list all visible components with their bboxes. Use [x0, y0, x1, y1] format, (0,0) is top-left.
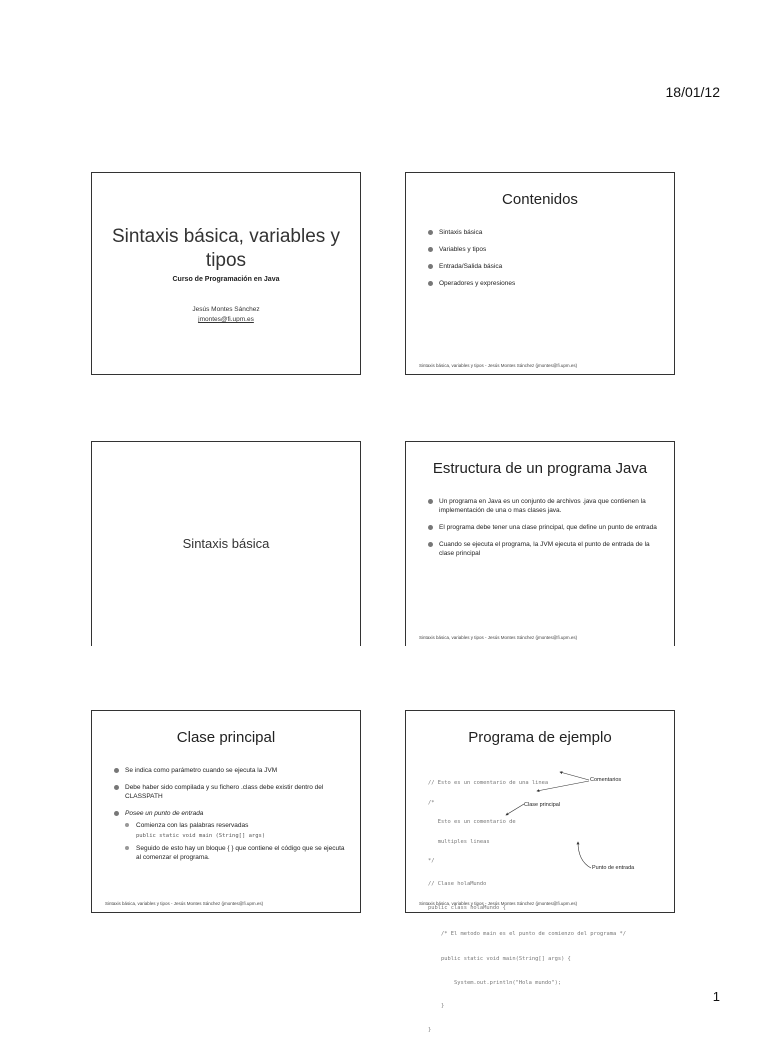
annotation-comments: Comentarios [590, 777, 622, 783]
list-item: El programa debe tener una clase principal, que define un punto de entrada [428, 523, 660, 532]
slide-footer: Sintaxis básica, variables y tipos - Jesús Montes Sánchez (jmontes@fi.upm.es) [419, 635, 578, 640]
annotation-main-class: Clase principal [524, 802, 561, 808]
slide-section [91, 441, 361, 646]
list-item: Operadores y expresiones [428, 279, 660, 288]
slide-heading: Estructura de un programa Java [432, 460, 648, 477]
list-item: Debe haber sido compilada y su fichero .class debe existir dentro del CLASSPATH [114, 783, 346, 801]
sub-list-item [125, 821, 346, 841]
list-item: Cuando se ejecuta el programa, la JVM ejecuta el punto de entrada de la clase principal [428, 540, 660, 558]
page-number: 1 [712, 989, 720, 1004]
slide-title-heading: Sintaxis básica, variables y tipos [111, 226, 341, 271]
author-email-link[interactable]: jmontes@fi.upm.es [198, 316, 254, 323]
bullet-list [428, 497, 660, 566]
page-date: 18/01/12 [665, 84, 720, 100]
annotation-arrows [406, 711, 676, 914]
code-line: */ [428, 858, 435, 864]
code-line: // Esto es un comentario de una linea [428, 780, 549, 786]
code-line: } [428, 1026, 432, 1033]
sub-list-item: Seguido de esto hay un bloque { } que contiene el código que se ejecuta al comenzar el programa. [125, 844, 346, 862]
code-line: System.out.println("Hola mundo"); [428, 979, 562, 986]
code-line: public class holaMundo { [428, 905, 506, 911]
slide-heading: Programa de ejemplo [468, 729, 612, 746]
list-item-text: Posee un punto de entrada [125, 810, 204, 817]
slide-clase-principal [91, 710, 361, 913]
code-line: Esto es un comentario de [428, 819, 516, 825]
code-line: // Clase holaMundo [428, 880, 487, 887]
slide-author: Jesús Montes Sánchez [192, 306, 260, 313]
annotation-entry-point: Punto de entrada [592, 865, 635, 871]
slide-footer: Sintaxis básica, variables y tipos - Jesús Montes Sánchez (jmontes@fi.upm.es) [419, 901, 578, 906]
slide-footer: Sintaxis básica, variables y tipos - Jesús Montes Sánchez (jmontes@fi.upm.es) [419, 363, 578, 368]
slide-footer: Sintaxis básica, variables y tipos - Jesús Montes Sánchez (jmontes@fi.upm.es) [105, 901, 264, 906]
list-item: Variables y tipos [428, 245, 660, 254]
bullet-list [114, 766, 346, 870]
sub-bullet-list [125, 821, 346, 862]
code-line: } [428, 1003, 445, 1009]
list-item: Se indica como parámetro cuando se ejecuta la JVM [114, 766, 346, 775]
slide-estructura [405, 441, 675, 646]
code-snippet: public static void main (String[] args) [136, 833, 266, 839]
section-heading: Sintaxis básica [182, 536, 270, 551]
list-item: Entrada/Salida básica [428, 262, 660, 271]
code-line: /* El metodo main es el punto de comienzo del programa */ [428, 930, 626, 937]
code-line: /* [428, 799, 435, 806]
slide-title [91, 172, 361, 375]
slide-programa-ejemplo [405, 710, 675, 1033]
list-item: Sintaxis básica [428, 228, 660, 237]
slide-heading: Contenidos [502, 191, 578, 208]
sub-list-item-text: Comienza con las palabras reservadas [136, 822, 249, 829]
slide-subtitle: Curso de Programación en Java [172, 276, 280, 283]
slide-contenidos [405, 172, 675, 375]
code-line: multiples lineas [428, 838, 490, 845]
slide-heading: Clase principal [176, 729, 276, 746]
code-line: public static void main(String[] args) { [428, 956, 571, 962]
list-item: Un programa en Java es un conjunto de archivos .java que contienen la implementación de una o mas clases java. [428, 497, 660, 515]
bullet-list [428, 228, 660, 296]
list-item [114, 809, 346, 862]
